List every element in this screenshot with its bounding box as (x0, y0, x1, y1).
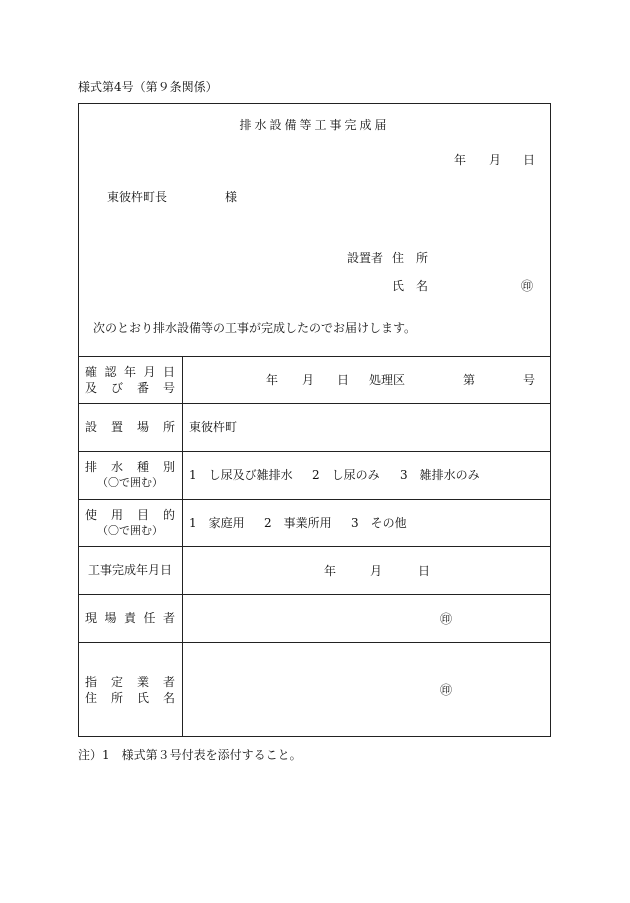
label-char: 者 (162, 611, 175, 625)
label-char: 的 (162, 507, 175, 522)
completion-date-label-text: 工事完成年月日 (87, 563, 172, 577)
confirmation-number-suffix: 号 (523, 373, 536, 387)
label-char: 定 (110, 674, 123, 689)
label-char: 号 (162, 380, 175, 395)
drain-type-option-1: 1 し尿及び雑排水 (189, 468, 293, 482)
drain-type-option-2: 2 し尿のみ (312, 468, 380, 482)
supervisor-label-line (85, 610, 175, 626)
label-char: 所 (110, 690, 123, 705)
label-char: 所 (162, 420, 175, 434)
label-char: 年 (123, 364, 136, 379)
label-char: 確 (85, 364, 98, 379)
footnote: 注）1 様式第３号付表を添付すること。 (78, 748, 302, 762)
confirmation-label-line1 (85, 364, 175, 380)
addressee-honorific: 様 (225, 190, 238, 204)
label-char: 及 (85, 380, 98, 395)
statement-text: 次のとおり排水設備等の工事が完成したのでお届けします。 (93, 321, 417, 335)
confirmation-district: 処理区 (369, 373, 406, 387)
completion-year: 年 (324, 564, 337, 578)
installer-label: 設置者 (347, 251, 384, 265)
purpose-option-2: 2 事業所用 (264, 516, 332, 530)
label-char: 用 (110, 507, 123, 522)
location-value: 東彼杵町 (189, 420, 238, 434)
completion-month: 月 (370, 564, 383, 578)
label-char: 月 (143, 364, 156, 379)
label-char: 排 (85, 460, 98, 474)
form-title: 排水設備等工事完成届 (239, 118, 390, 132)
contractor-label-line1 (85, 674, 175, 690)
label-char: 指 (85, 674, 98, 689)
label-char: 別 (162, 460, 175, 474)
purpose-label-line (85, 507, 175, 523)
drain-type-option-3: 3 雑排水のみ (400, 468, 480, 482)
supervisor-seal: ㊞ (440, 612, 453, 626)
completion-date-label (78, 546, 182, 594)
date-month: 月 (489, 153, 502, 167)
purpose-note: （〇で囲む） (97, 523, 163, 537)
contractor-seal: ㊞ (440, 683, 453, 697)
label-char: び (110, 380, 123, 395)
confirmation-number-prefix: 第 (463, 373, 476, 387)
label-char: 置 (110, 420, 123, 434)
installer-name-label: 氏 名 (392, 279, 429, 293)
label-char: 業 (136, 674, 149, 689)
drain-type-note: （〇で囲む） (97, 476, 163, 489)
purpose-option-1: 1 家庭用 (189, 516, 245, 530)
label-char: 者 (162, 674, 175, 689)
contractor-label-line2 (85, 690, 175, 706)
form-number: 様式第4号（第９条関係） (78, 80, 218, 94)
label-char: 責 (123, 611, 136, 625)
drain-type-label (78, 451, 182, 499)
label-char: 場 (136, 420, 149, 434)
label-char: 場 (104, 611, 117, 625)
date-day: 日 (523, 153, 536, 167)
label-char: 現 (85, 611, 98, 625)
confirmation-label (78, 356, 182, 403)
label-char: 設 (85, 420, 98, 434)
label-char: 名 (162, 690, 175, 705)
label-char: 使 (85, 507, 98, 522)
location-label-line (85, 419, 175, 435)
addressee-name: 東彼杵町長 (107, 190, 168, 204)
label-char: 認 (104, 364, 117, 379)
label-char: 種 (136, 460, 149, 474)
label-char: 目 (136, 507, 149, 522)
label-char: 水 (110, 460, 123, 474)
label-char: 任 (143, 611, 156, 625)
label-char: 日 (162, 364, 175, 379)
confirmation-year: 年 (266, 373, 279, 387)
column-divider (182, 356, 183, 737)
contractor-label (78, 642, 182, 737)
confirmation-day: 日 (337, 373, 350, 387)
installer-seal: ㊞ (521, 279, 534, 293)
label-char: 氏 (136, 690, 149, 705)
purpose-label (78, 499, 182, 546)
location-label (78, 403, 182, 451)
confirmation-label-line2 (85, 380, 175, 396)
completion-day: 日 (418, 564, 431, 578)
purpose-option-3: 3 その他 (351, 516, 407, 530)
label-char: 番 (136, 380, 149, 395)
date-year: 年 (454, 153, 467, 167)
confirmation-month: 月 (302, 373, 315, 387)
installer-address-label: 住 所 (392, 251, 429, 265)
label-char: 住 (85, 690, 98, 705)
supervisor-label (78, 594, 182, 642)
drain-type-label-line (85, 459, 175, 475)
